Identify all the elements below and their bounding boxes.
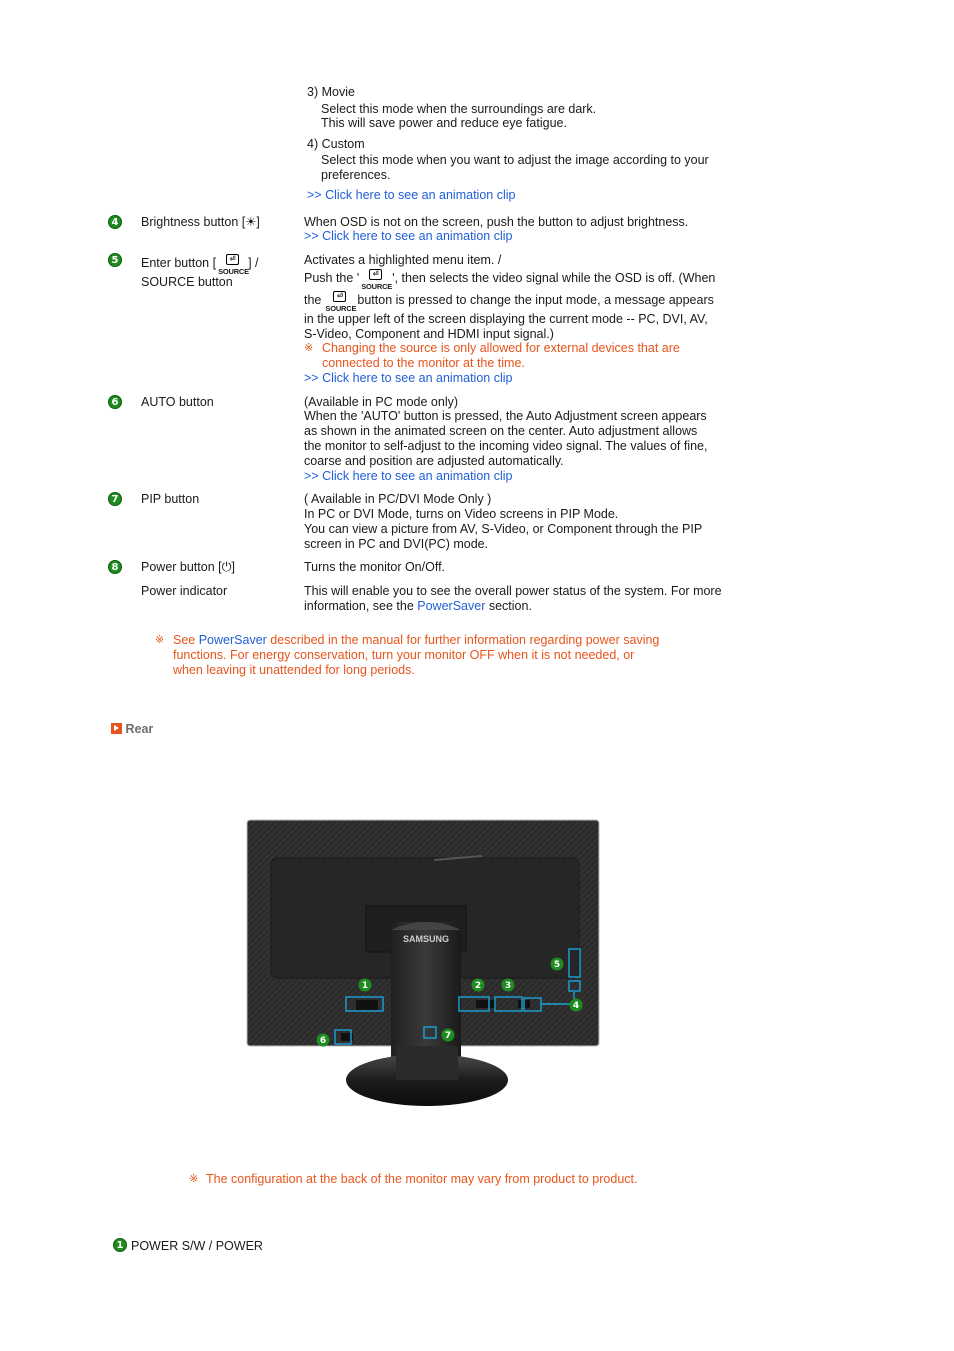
source-button-label: SOURCE button bbox=[141, 275, 233, 289]
item-number-badge: 6 bbox=[108, 395, 122, 409]
item-number-badge: 1 bbox=[113, 1238, 127, 1252]
powersaver-note-1 bbox=[173, 633, 659, 648]
power-indicator-text: section. bbox=[485, 599, 532, 613]
source-note-2: connected to the monitor at the time. bbox=[322, 356, 525, 370]
callout-3: 3 bbox=[504, 981, 512, 991]
auto-button-desc-4: the monitor to self-adjust to the incoming video signal. The values of fine, bbox=[304, 439, 708, 453]
pip-button-desc-4: screen in PC and DVI(PC) mode. bbox=[304, 537, 489, 551]
power-indicator-label: Power indicator bbox=[141, 584, 228, 598]
note-mark-icon: ※ bbox=[304, 341, 314, 354]
enter-button-label-text: Enter button [ bbox=[141, 256, 217, 270]
callout-5: 5 bbox=[553, 960, 561, 970]
power-button-label: Power button [⏻] bbox=[141, 560, 235, 574]
rear-section-heading bbox=[111, 722, 153, 737]
note-mark-icon: ※ bbox=[155, 633, 165, 646]
callout-6: 6 bbox=[319, 1036, 327, 1046]
item-number-badge: 7 bbox=[108, 492, 122, 506]
source-icon-label: SOURCE bbox=[325, 304, 357, 313]
enter-button-desc-5: S-Video, Component and HDMI input signal.) bbox=[304, 327, 554, 341]
animation-clip-link[interactable]: >> Click here to see an animation clip bbox=[304, 229, 513, 243]
powersaver-note-3: when leaving it unattended for long periods. bbox=[173, 663, 415, 677]
source-icon-label: SOURCE bbox=[218, 267, 249, 276]
brightness-button-label: Brightness button [☀] bbox=[141, 215, 260, 229]
custom-mode-desc-1: Select this mode when you want to adjust the image according to your bbox=[321, 153, 709, 167]
brightness-button-desc: When OSD is not on the screen, push the button to adjust brightness. bbox=[304, 215, 689, 229]
source-note-1: Changing the source is only allowed for external devices that are bbox=[322, 341, 680, 355]
custom-mode-title: 4) Custom bbox=[307, 137, 365, 151]
power-indicator-text: information, see the bbox=[304, 599, 418, 613]
animation-clip-link[interactable]: >> Click here to see an animation clip bbox=[307, 188, 516, 202]
animation-clip-link[interactable]: >> Click here to see an animation clip bbox=[304, 469, 513, 483]
powersaver-link[interactable]: PowerSaver bbox=[417, 599, 486, 613]
callout-2: 2 bbox=[474, 981, 482, 991]
monitor-rear-image bbox=[246, 818, 602, 1110]
power-button-desc: Turns the monitor On/Off. bbox=[304, 560, 446, 574]
item-number-badge: 8 bbox=[108, 560, 122, 574]
rear-heading-text: Rear bbox=[125, 722, 154, 736]
power-indicator-desc-1: This will enable you to see the overall power status of the system. For more bbox=[304, 584, 722, 598]
enter-desc-text: Push the ' bbox=[304, 271, 360, 285]
pip-button-desc-3: You can view a picture from AV, S-Video, or Component through the PIP bbox=[304, 522, 703, 536]
source-icon bbox=[359, 268, 392, 290]
auto-button-desc-5: coarse and position are adjusted automatically. bbox=[304, 454, 564, 468]
animation-clip-link[interactable]: >> Click here to see an animation clip bbox=[304, 371, 513, 385]
power-switch-label: POWER S/W / POWER bbox=[131, 1239, 263, 1253]
pip-button-label: PIP button bbox=[141, 492, 200, 506]
source-icon-glyph: ⏎ bbox=[333, 291, 346, 302]
enter-button-desc-2 bbox=[304, 268, 715, 290]
auto-button-desc-1: (Available in PC mode only) bbox=[304, 395, 459, 409]
auto-button-desc-2: When the 'AUTO' button is pressed, the Auto Adjustment screen appears bbox=[304, 409, 707, 423]
enter-desc-text: button is pressed to change the input mode, a message appears bbox=[357, 293, 714, 307]
note-mark-icon: ※ bbox=[189, 1172, 199, 1185]
enter-button-desc-4: in the upper left of the screen displaying the current mode -- PC, DVI, AV, bbox=[304, 312, 708, 326]
powersaver-link[interactable]: PowerSaver bbox=[198, 633, 267, 647]
movie-mode-desc-1: Select this mode when the surroundings are dark. bbox=[321, 102, 597, 116]
movie-mode-title: 3) Movie bbox=[307, 85, 355, 99]
movie-mode-desc-2: This will save power and reduce eye fatigue. bbox=[321, 116, 567, 130]
item-number-badge: 4 bbox=[108, 215, 122, 229]
brand-logo: SAMSUNG bbox=[402, 934, 450, 944]
pip-button-desc-1: ( Available in PC/DVI Mode Only ) bbox=[304, 492, 492, 506]
item-number-badge: 5 bbox=[108, 253, 122, 267]
enter-button-desc-1: Activates a highlighted menu item. / bbox=[304, 253, 502, 267]
source-icon-glyph: ⏎ bbox=[226, 254, 239, 265]
custom-mode-desc-2: preferences. bbox=[321, 168, 391, 182]
section-arrow-icon bbox=[111, 723, 122, 734]
auto-button-label: AUTO button bbox=[141, 395, 214, 409]
source-icon-glyph: ⏎ bbox=[369, 269, 382, 280]
callout-1: 1 bbox=[361, 981, 369, 991]
configuration-note: The configuration at the back of the monitor may vary from product to product. bbox=[206, 1172, 638, 1186]
powersaver-note-text: See bbox=[173, 633, 199, 647]
source-icon bbox=[321, 290, 357, 312]
pip-button-desc-2: In PC or DVI Mode, turns on Video screens in PIP Mode. bbox=[304, 507, 619, 521]
source-icon bbox=[216, 253, 248, 275]
enter-button-label bbox=[141, 253, 258, 275]
enter-desc-text: the bbox=[304, 293, 322, 307]
callout-7: 7 bbox=[444, 1031, 452, 1041]
source-icon-label: SOURCE bbox=[361, 282, 393, 291]
powersaver-note-text: described in the manual for further information regarding power saving bbox=[266, 633, 660, 647]
powersaver-note-2: functions. For energy conservation, turn your monitor OFF when it is not needed, or bbox=[173, 648, 635, 662]
enter-button-label-tail: ] / bbox=[248, 256, 259, 270]
callout-4: 4 bbox=[572, 1001, 580, 1011]
enter-button-desc-3 bbox=[304, 290, 714, 312]
power-indicator-desc-2 bbox=[304, 599, 532, 614]
auto-button-desc-3: as shown in the animated screen on the center. Auto adjustment allows bbox=[304, 424, 698, 438]
enter-desc-text: ', then selects the video signal while the OSD is off. (When bbox=[392, 271, 716, 285]
